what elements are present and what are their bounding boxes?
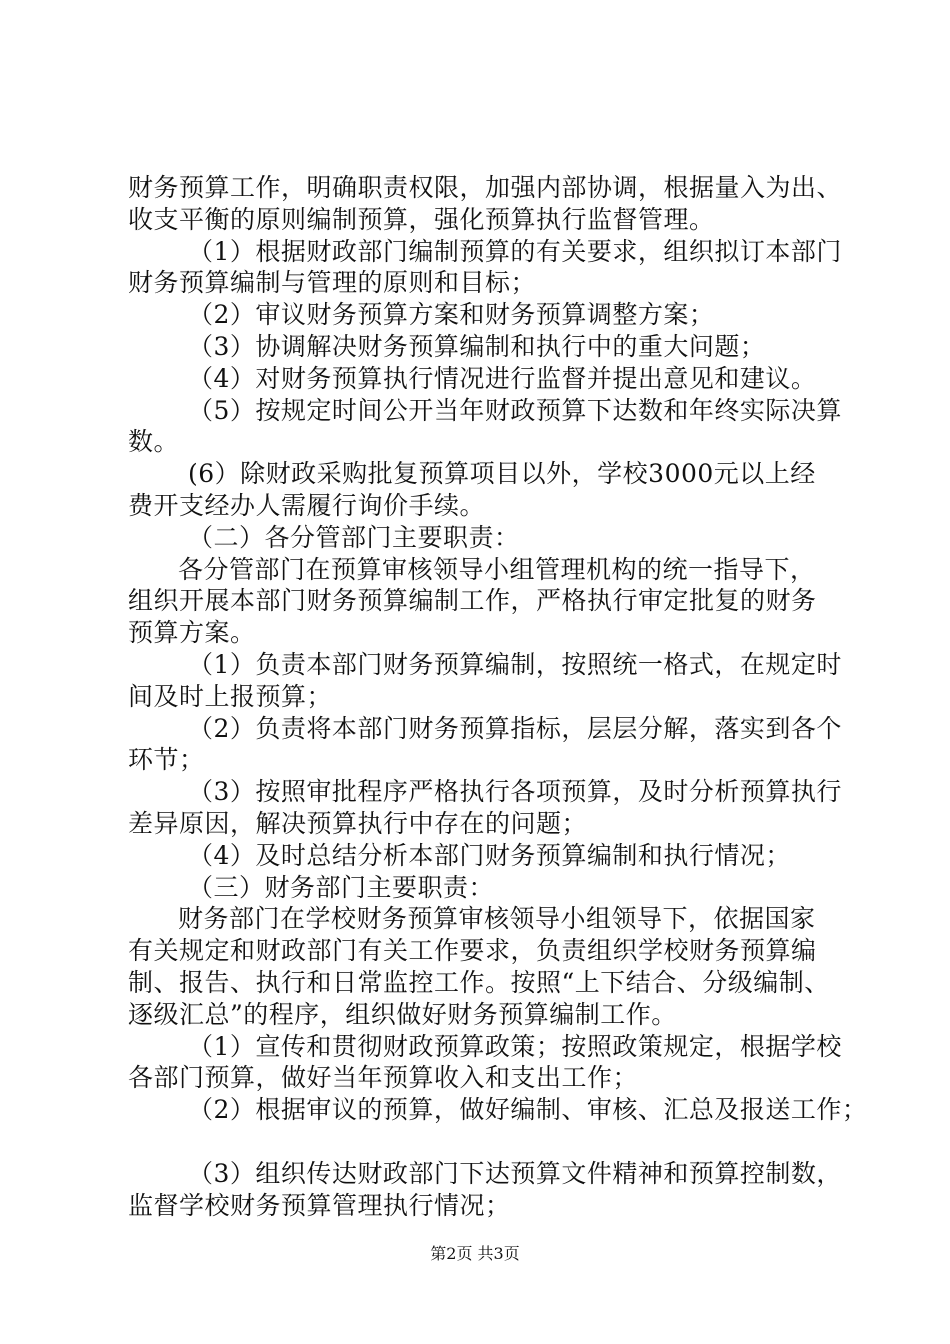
text-line: （2）审议财务预算方案和财务预算调整方案； [188,300,715,330]
text-line: 组织开展本部门财务预算编制工作，严格执行审定批复的财务 [128,586,817,616]
blank-line [128,1126,828,1158]
text-line: 环节； [128,745,205,775]
text-line: 财务部门在学校财务预算审核领导小组领导下，依据国家 [178,904,816,934]
text-line: （4）及时总结分析本部门财务预算编制和执行情况； [188,840,791,870]
text-line: 监督学校财务预算管理执行情况； [128,1190,511,1220]
text-line: 收支平衡的原则编制预算，强化预算执行监督管理。 [128,204,715,234]
text-line: 各部门预算，做好当年预算收入和支出工作； [128,1063,639,1093]
text-line: （4）对财务预算执行情况进行监督并提出意见和建议。 [188,363,817,393]
text-line: 费开支经办人需履行询价手续。 [128,490,486,520]
section-heading: （三）财务部门主要职责： [188,872,495,902]
text-line: （3）协调解决财务预算编制和执行中的重大问题； [188,331,766,361]
section-heading: （二）各分管部门主要职责： [188,522,520,552]
text-line: 财务预算编制与管理的原则和目标； [128,268,537,298]
text-line: 各分管部门在预算审核领导小组管理机构的统一指导下， [178,554,816,584]
document-body [128,172,868,1221]
text-line: （3）组织传达财政部门下达预算文件精神和预算控制数， [188,1158,842,1188]
text-line: （1）宣传和贯彻财政预算政策；按照政策规定，根据学校 [188,1031,842,1061]
text-line: （3）按照审批程序严格执行各项预算，及时分析预算执行 [188,777,842,807]
text-line: (6）除财政采购批复预算项目以外，学校3000元以上经 [188,459,816,489]
text-line: 差异原因，解决预算执行中存在的问题； [128,808,588,838]
page-footer [0,1244,950,1264]
page-number-label: 第2页 共3页 [430,1244,520,1263]
text-line: 数。 [128,427,180,457]
text-line: 制、报告、执行和日常监控工作。按照“上下结合、分级编制、 [128,967,830,997]
text-line: （1）负责本部门财务预算编制，按照统一格式，在规定时 [188,649,842,679]
text-line: （5）按规定时间公开当年财政预算下达数和年终实际决算 [188,395,842,425]
text-line: 财务预算工作，明确职责权限，加强内部协调，根据量入为出、 [128,173,843,202]
text-line: 间及时上报预算； [128,681,333,711]
text-line: （1）根据财政部门编制预算的有关要求，组织拟订本部门 [188,236,842,266]
text-line: （2）负责将本部门财务预算指标，层层分解，落实到各个 [188,713,842,743]
text-line: 预算方案。 [128,618,256,648]
text-line: 有关规定和财政部门有关工作要求，负责组织学校财务预算编 [128,936,817,966]
text-line: （2）根据审议的预算，做好编制、审核、汇总及报送工作； [188,1095,868,1125]
text-line: 逐级汇总”的程序，组织做好财务预算编制工作。 [128,999,677,1029]
